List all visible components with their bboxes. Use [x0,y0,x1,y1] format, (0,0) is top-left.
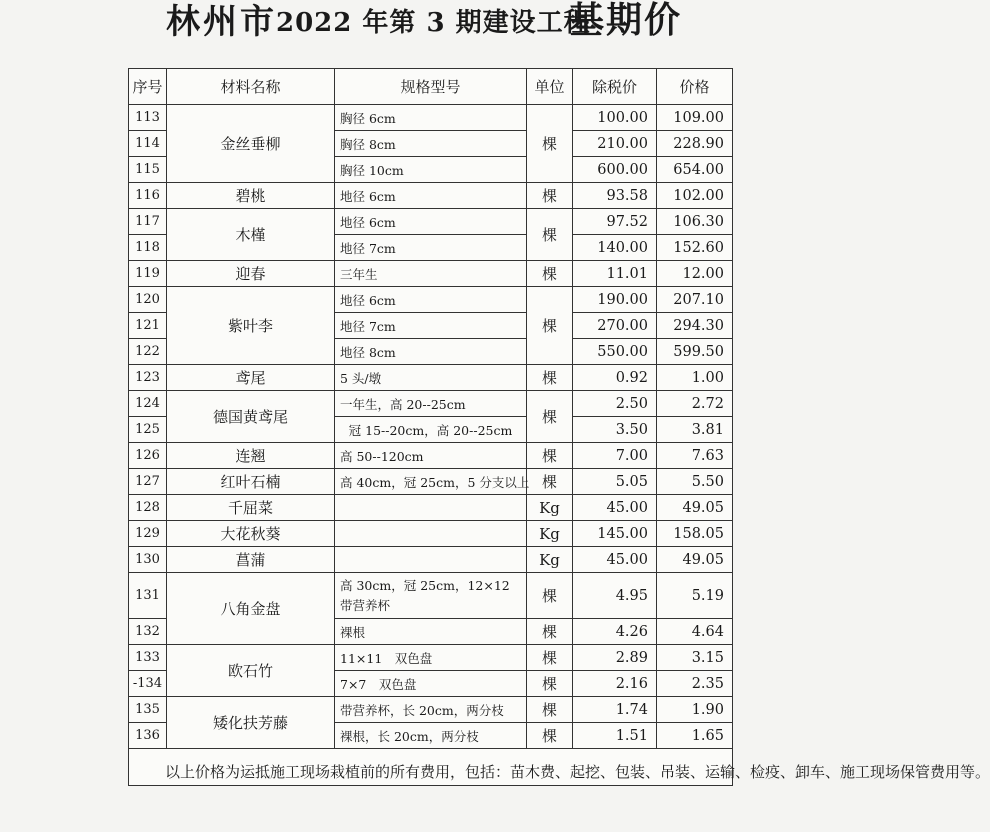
cell-no: 125 [129,417,167,443]
table-row [129,287,733,313]
cell-material-name: 连翘 [167,443,335,469]
cell-price: 1.65 [657,723,733,749]
cell-no: 135 [129,697,167,723]
cell-unit: 棵 [527,573,573,619]
cell-spec: 地径 8cm [335,339,527,365]
cell-price: 294.30 [657,313,733,339]
cell-price: 49.05 [657,495,733,521]
table-body [129,105,990,786]
table-row [129,183,733,209]
cell-spec [335,521,527,547]
cell-spec-line: 高 30cm，冠 25cm，12×12 [340,577,510,593]
cell-spec: 三年生 [335,261,527,287]
cell-spec: 地径 7cm [335,313,527,339]
cell-spec-line: 带营养杯 [340,597,391,613]
cell-no: 119 [129,261,167,287]
cell-pretax-price: 2.89 [573,645,657,671]
cell-spec: 地径 7cm [335,235,527,261]
cell-no: 124 [129,391,167,417]
table-note-row [129,749,733,786]
cell-material-name: 菖蒲 [167,547,335,573]
cell-spec: 裸根 [335,619,527,645]
cell-pretax-price: 145.00 [573,521,657,547]
cell-no: 136 [129,723,167,749]
cell-no: 113 [129,105,167,131]
cell-spec: 7×7 双色盘 [335,671,527,697]
table-row [129,645,733,671]
cell-price: 1.90 [657,697,733,723]
cell-unit: 棵 [527,645,573,671]
cell-spec: 胸径 10cm [335,157,527,183]
table-row [129,105,733,131]
cell-no: 131 [129,573,167,619]
header-name: 材料名称 [167,69,335,105]
cell-no: 132 [129,619,167,645]
cell-pretax-price: 0.92 [573,365,657,391]
cell-pretax-price: 11.01 [573,261,657,287]
cell-material-name: 红叶石楠 [167,469,335,495]
cell-price: 102.00 [657,183,733,209]
cell-no: 120 [129,287,167,313]
cell-unit: 棵 [527,261,573,287]
cell-no: 122 [129,339,167,365]
cell-material-name: 迎春 [167,261,335,287]
table-row [129,391,733,417]
cell-no: 121 [129,313,167,339]
cell-pretax-price: 93.58 [573,183,657,209]
page-title [0,0,738,42]
cell-unit: 棵 [527,209,573,261]
cell-spec: 地径 6cm [335,209,527,235]
table-row [129,443,733,469]
cell-price: 109.00 [657,105,733,131]
cell-no: -134 [129,671,167,697]
cell-no: 116 [129,183,167,209]
cell-material-name: 鸢尾 [167,365,335,391]
cell-pretax-price: 100.00 [573,105,657,131]
cell-pretax-price: 1.51 [573,723,657,749]
cell-pretax-price: 4.26 [573,619,657,645]
cell-spec: 高 50--120cm [335,443,527,469]
cell-unit: 棵 [527,443,573,469]
header-price: 价格 [657,69,733,105]
cell-unit: Kg [527,547,573,573]
cell-price: 654.00 [657,157,733,183]
cell-price: 3.81 [657,417,733,443]
cell-spec: 冠 15--20cm，高 20--25cm [335,417,527,443]
cell-unit: 棵 [527,697,573,723]
cell-unit: 棵 [527,391,573,443]
header-pretax: 除税价 [573,69,657,105]
cell-material-name: 金丝垂柳 [167,105,335,183]
table-row [129,365,733,391]
cell-pretax-price: 1.74 [573,697,657,723]
cell-pretax-price: 140.00 [573,235,657,261]
cell-material-name: 大花秋葵 [167,521,335,547]
cell-price: 7.63 [657,443,733,469]
table-row [129,547,733,573]
cell-price: 4.64 [657,619,733,645]
cell-no: 117 [129,209,167,235]
cell-spec: 带营养杯，长 20cm，两分枝 [335,697,527,723]
cell-price: 158.05 [657,521,733,547]
cell-no: 114 [129,131,167,157]
cell-material-name: 紫叶李 [167,287,335,365]
cell-price: 1.00 [657,365,733,391]
title-suffix: 基期价 [568,0,683,41]
cell-no: 128 [129,495,167,521]
cell-spec: 一年生，高 20--25cm [335,391,527,417]
cell-price: 49.05 [657,547,733,573]
cell-pretax-price: 190.00 [573,287,657,313]
cell-unit: 棵 [527,365,573,391]
cell-spec: 胸径 6cm [335,105,527,131]
cell-material-name: 碧桃 [167,183,335,209]
cell-unit: Kg [527,521,573,547]
cell-pretax-price: 5.05 [573,469,657,495]
cell-price: 12.00 [657,261,733,287]
cell-price: 228.90 [657,131,733,157]
cell-unit: 棵 [527,469,573,495]
table-header-row [129,69,733,105]
cell-pretax-price: 97.52 [573,209,657,235]
cell-no: 129 [129,521,167,547]
table-row [129,469,733,495]
cell-pretax-price: 2.16 [573,671,657,697]
cell-price: 599.50 [657,339,733,365]
cell-spec [335,547,527,573]
cell-pretax-price: 45.00 [573,495,657,521]
cell-price: 152.60 [657,235,733,261]
cell-price: 207.10 [657,287,733,313]
table-row [129,573,733,619]
cell-unit: 棵 [527,723,573,749]
title-period: 2022 年第 3 期建设工程 [276,8,591,38]
cell-spec: 胸径 8cm [335,131,527,157]
price-note: 以上价格为运抵施工现场栽植前的所有费用，包括：苗木费、起挖、包装、吊装、运输、检疫、卸车、施工现场保管费用等。 [129,749,733,786]
cell-pretax-price: 7.00 [573,443,657,469]
cell-no: 130 [129,547,167,573]
cell-price: 2.72 [657,391,733,417]
table-row [129,209,733,235]
cell-price: 3.15 [657,645,733,671]
table-row [129,261,733,287]
cell-material-name: 欧石竹 [167,645,335,697]
cell-spec: 高 40cm，冠 25cm，5 分支以上 [335,469,527,495]
cell-no: 115 [129,157,167,183]
cell-pretax-price: 600.00 [573,157,657,183]
table-row [129,697,733,723]
cell-price: 2.35 [657,671,733,697]
cell-no: 133 [129,645,167,671]
cell-spec: 地径 6cm [335,287,527,313]
cell-pretax-price: 4.95 [573,573,657,619]
cell-material-name: 木槿 [167,209,335,261]
cell-no: 118 [129,235,167,261]
cell-pretax-price: 270.00 [573,313,657,339]
header-no: 序号 [129,69,167,105]
cell-spec: 5 头/墩 [335,365,527,391]
cell-unit: 棵 [527,287,573,365]
table-row [129,521,733,547]
header-spec: 规格型号 [335,69,527,105]
cell-material-name: 矮化扶芳藤 [167,697,335,749]
cell-material-name: 德国黄鸢尾 [167,391,335,443]
cell-spec: 裸根，长 20cm，两分枝 [335,723,527,749]
cell-no: 126 [129,443,167,469]
cell-spec: 地径 6cm [335,183,527,209]
cell-pretax-price: 550.00 [573,339,657,365]
cell-pretax-price: 3.50 [573,417,657,443]
cell-spec: 11×11 双色盘 [335,645,527,671]
header-unit: 单位 [527,69,573,105]
cell-material-name: 八角金盘 [167,573,335,645]
cell-material-name: 千屈菜 [167,495,335,521]
title-city: 林州市 [166,2,277,42]
cell-pretax-price: 45.00 [573,547,657,573]
cell-spec [335,573,527,619]
cell-pretax-price: 2.50 [573,391,657,417]
price-table [128,68,990,786]
cell-price: 5.19 [657,573,733,619]
cell-no: 123 [129,365,167,391]
cell-spec [335,495,527,521]
table-row [129,495,733,521]
cell-unit: Kg [527,495,573,521]
cell-no: 127 [129,469,167,495]
cell-unit: 棵 [527,671,573,697]
cell-unit: 棵 [527,619,573,645]
cell-pretax-price: 210.00 [573,131,657,157]
cell-unit: 棵 [527,183,573,209]
cell-price: 106.30 [657,209,733,235]
cell-price: 5.50 [657,469,733,495]
cell-unit: 棵 [527,105,573,183]
